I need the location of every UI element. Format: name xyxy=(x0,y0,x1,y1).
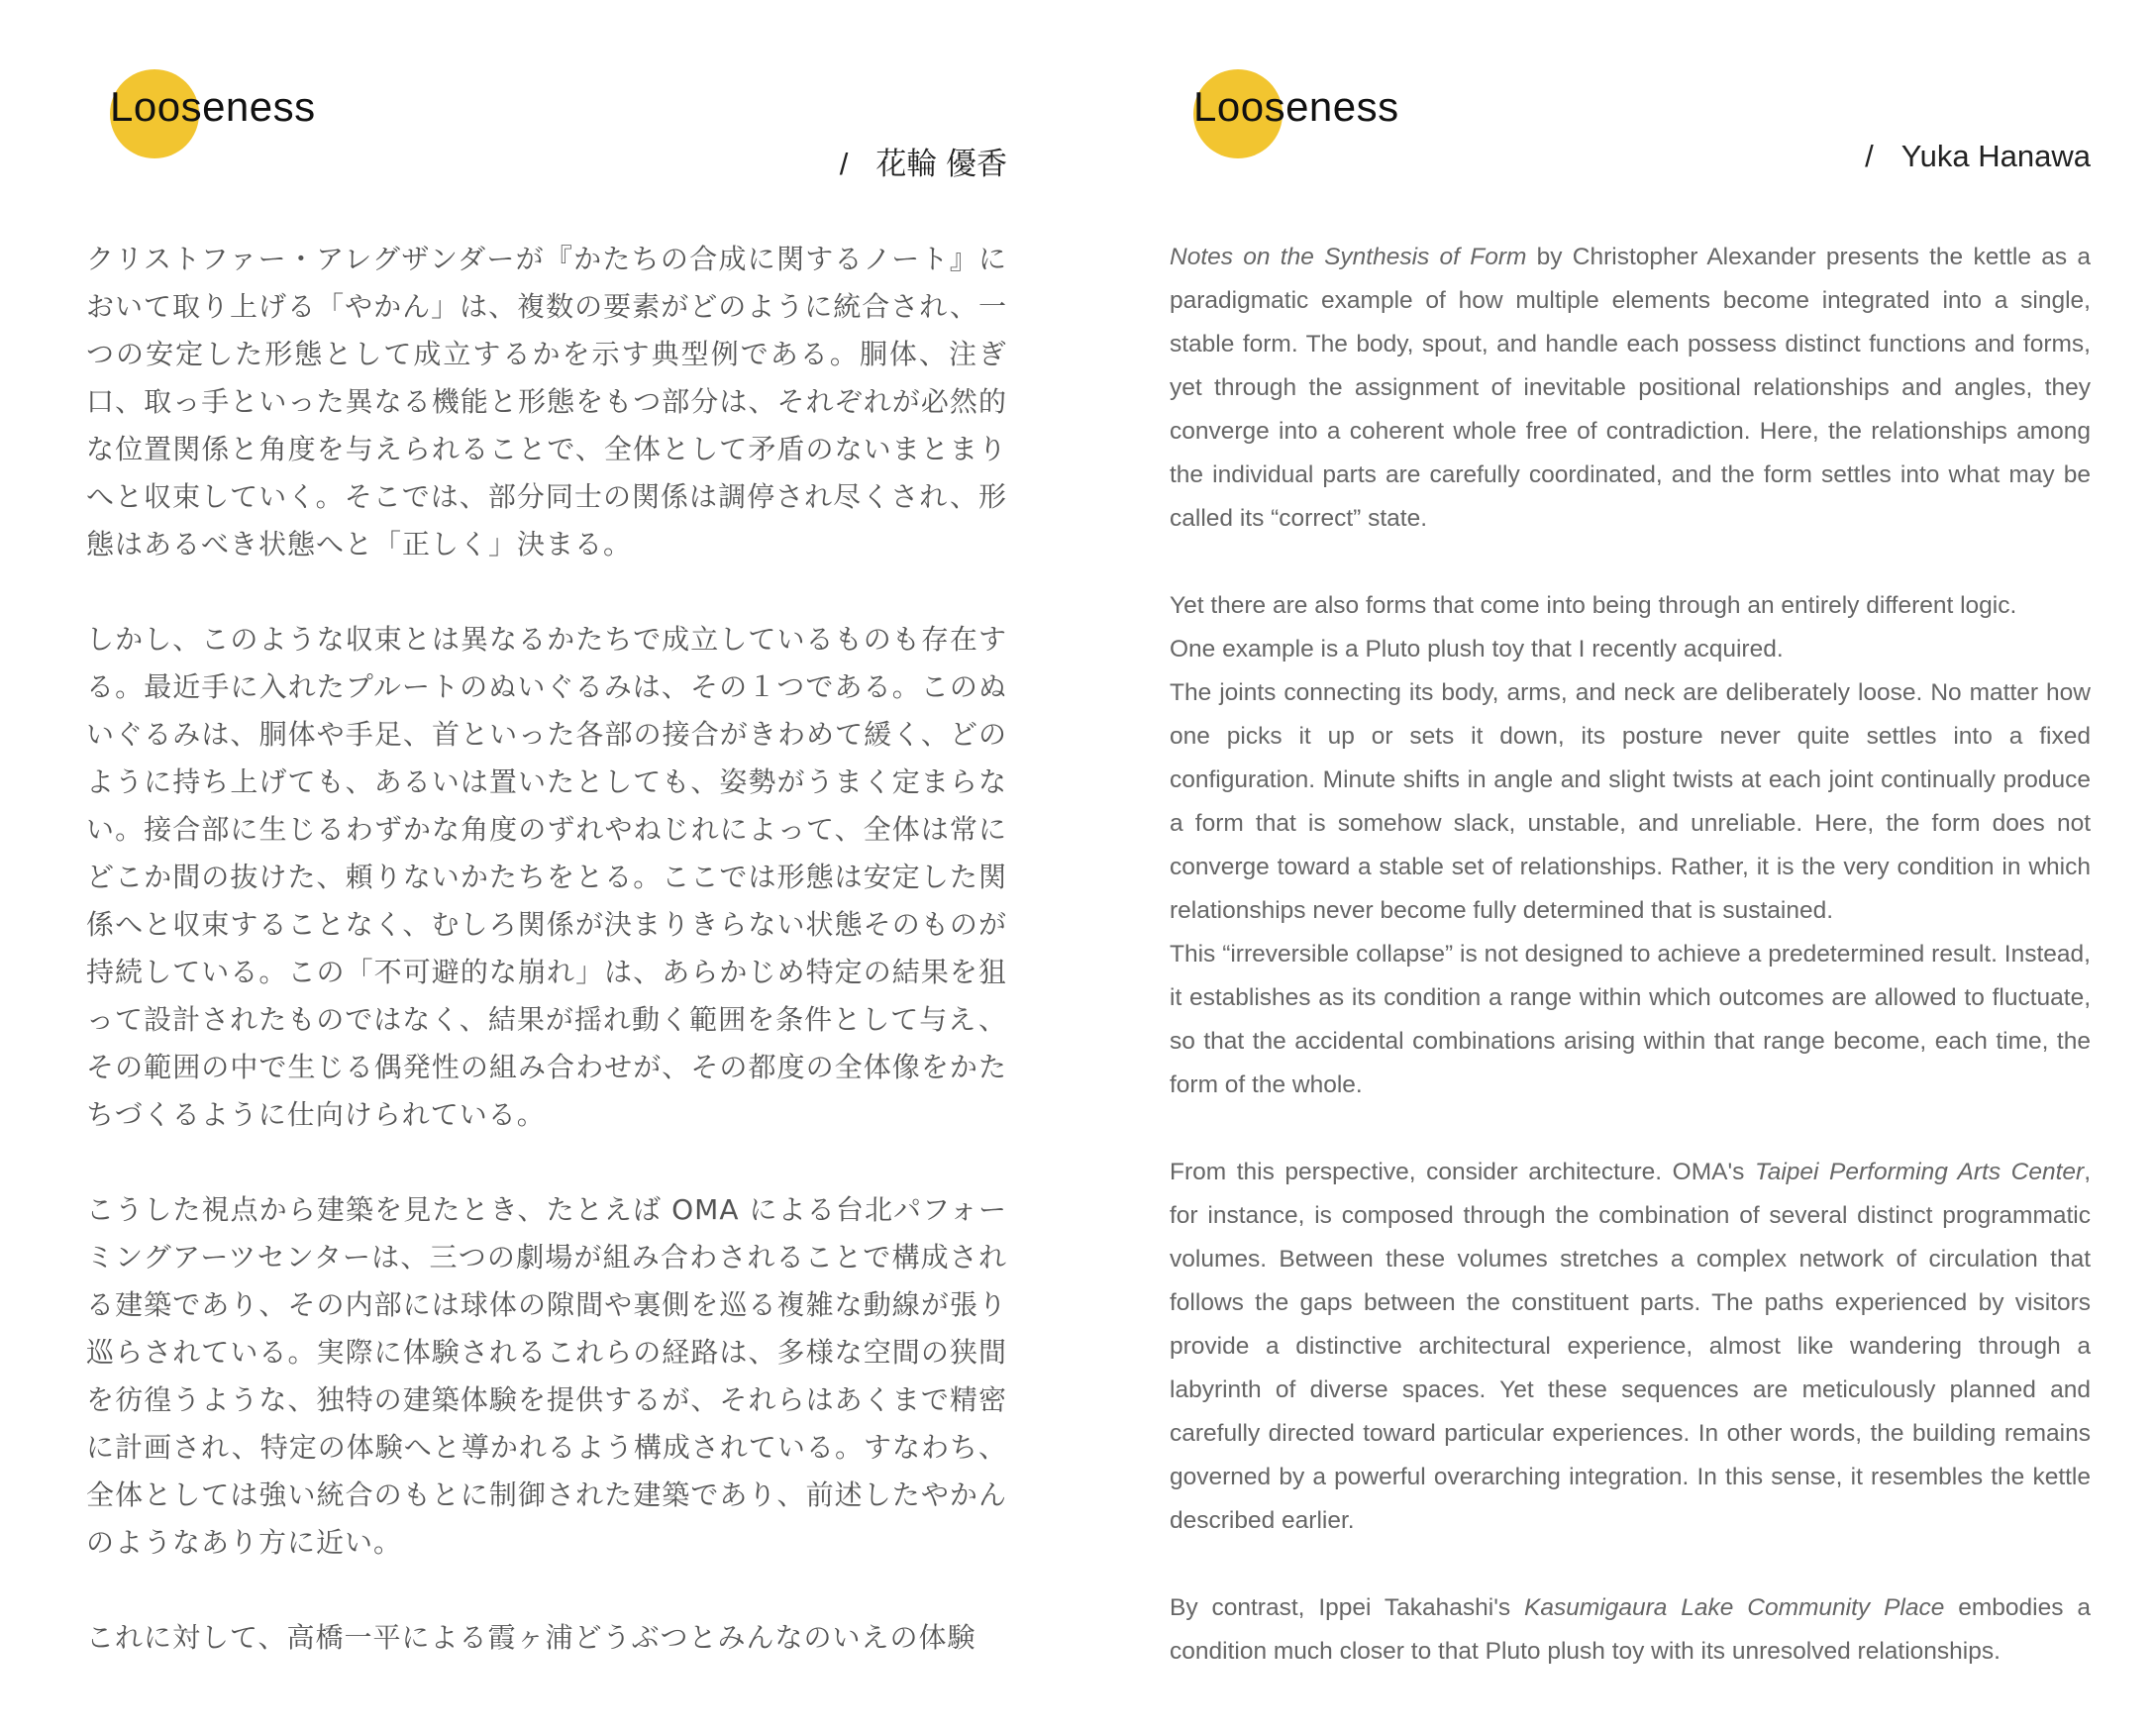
paragraph-1 xyxy=(1170,236,2091,541)
article-body xyxy=(1170,236,2091,1674)
building-title: Taipei Performing Arts Center xyxy=(1754,1159,2085,1185)
author-line xyxy=(840,139,1007,183)
paragraph-2-line-1: Yet there are also forms that come into being through an entirely different logic. xyxy=(1170,592,2017,619)
paragraph-4-before: By contrast, Ippei Takahashi's xyxy=(1170,1594,1525,1621)
paragraph-3: こうした視点から建築を見たとき、たとえば OMA による台北パフォーミングアーツセンターは、三つの劇場が組み合わされることで構成される建築であり、その内部には球体の隙間や裏側を巡る複雑な動線が張り巡らされている。実際に体験されるこれらの経路は、多様な空間の狭間を彷徨うような、独特の建築体験を提供するが、それらはあくまで精密に計画され、特定の体験へと導かれるよう構成されている。すなわち、全体としては強い統合のもとに制御された建築であり、前述したやかんのようなあり方に近い。 xyxy=(86,1193,1007,1559)
paragraph-1: クリストファー・アレグザンダーが『かたちの合成に関するノート』において取り上げる「やかん」は、複数の要素がどのように統合され、一つの安定した形態として成立するかを示す典型例である。胴体、注ぎ口、取っ手といった異なる機能と形態をもつ部分は、それぞれが必然的な位置関係と角度を与えられることで、全体として矛盾のないまとまりへと収束していく。そこでは、部分同士の関係は調停され尽くされ、形態はあるべき状態へと「正しく」決まる。 xyxy=(86,243,1007,560)
paragraph-3-after: , for instance, is composed through the combination of several distinct programmatic volumes. Between these volumes stretches a complex network of circulation that follows the gaps between the constituent parts. The paths experienced by visitors provide a distinctive architectural experience, almost like wandering through a labyrinth of diverse spaces. Yet these sequences are meticulously planned and carefully directed toward particular experiences. In other words, the building remains governed by a powerful overarching integration. In this sense, it resembles the kettle described earlier. xyxy=(1170,1159,2092,1534)
paragraph-3-before: From this perspective, consider architecture. OMA's xyxy=(1170,1159,1755,1185)
paragraph-1-text: by Christopher Alexander presents the kettle as a paradigmatic example of how multiple elements become integrated into a single, stable form. The body, spout, and handle each possess distinct functions and forms, yet through the assignment of inevitable positional relationships and angles, they converge into a coherent whole free of contradiction. Here, the relationships among the individual parts are carefully coordinated, and the form settles into what may be called its “correct” state. xyxy=(1170,244,2092,532)
paragraph-3 xyxy=(1170,1151,2091,1543)
paragraph-4 xyxy=(1170,1586,2091,1674)
author-slash: / xyxy=(1865,139,1874,173)
paragraph-2-line-2: One example is a Pluto plush toy that I recently acquired. xyxy=(1170,636,1784,662)
author-name: Yuka Hanawa xyxy=(1900,139,2091,173)
building-title: Kasumigaura Lake Community Place xyxy=(1524,1594,1945,1621)
page-title: Looseness xyxy=(110,83,316,130)
article-body xyxy=(86,236,1007,1662)
paragraph-2-body: The joints connecting its body, arms, and neck are deliberately loose. No matter how one picks it up or sets it down, its posture never quite settles into a fixed configuration. Minute shifts in angle and slight twists at each joint continually produce a form that is somehow slack, unstable, and unreliable. Here, the form does not converge toward a stable set of relationships. Rather, it is the very condition in which relationships never become fully determined that is sustained. xyxy=(1170,679,2091,924)
paragraph-2: しかし、このような収束とは異なるかたちで成立しているものも存在する。最近手に入れたプルートのぬいぐるみは、その１つである。このぬいぐるみは、胴体や手足、首といった各部の接合がきわめて緩く、どのように持ち上げても、あるいは置いたとしても、姿勢がうまく定まらない。接合部に生じるわずかな角度のずれやねじれによって、全体は常にどこか間の抜けた、頼りないかたちをとる。ここでは形態は安定した関係へと収束することなく、むしろ関係が決まりきらない状態そのものが持続している。この「不可避的な崩れ」は、あらかじめ特定の結果を狙って設計されたものではなく、結果が揺れ動く範囲を条件として与え、その範囲の中で生じる偶発性の組み合わせが、その都度の全体像をかたちづくるように仕向けられている。 xyxy=(86,623,1007,1131)
book-title: Notes on the Synthesis of Form xyxy=(1170,244,1527,270)
paragraph-4-after: embodies a condition much closer to that Pluto plush toy with its unresolved relationships. xyxy=(1170,1594,2091,1665)
page-title: Looseness xyxy=(1193,83,1399,130)
author-line xyxy=(1865,139,2091,174)
author-slash: / xyxy=(839,147,849,181)
paragraph-4: これに対して、高橋一平による霞ヶ浦どうぶつとみんなのいえの体験 xyxy=(86,1621,976,1654)
paragraph-2-tail: This “irreversible collapse” is not designed to achieve a predetermined result. Instead, it establishes as its condition a range within which outcomes are allowed to fluctuate, so that the accidental combinations arising within that range become, each time, the form of the whole. xyxy=(1170,941,2091,1098)
author-name: 花輪 優香 xyxy=(875,147,1007,181)
